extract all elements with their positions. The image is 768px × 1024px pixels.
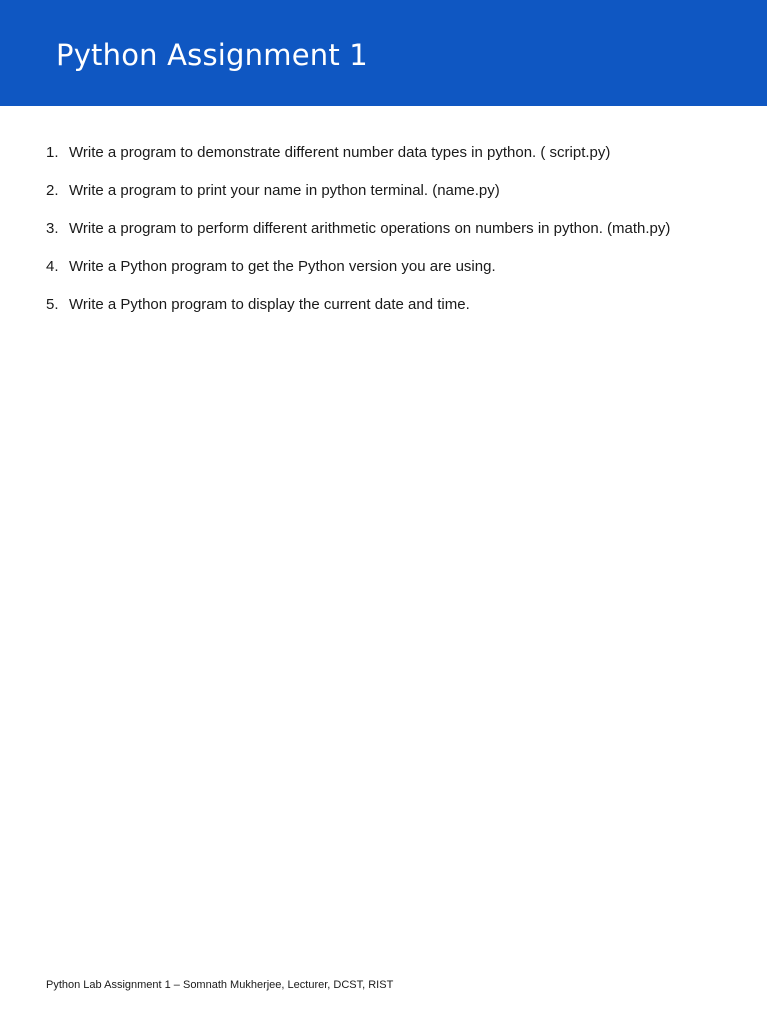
page-footer: Python Lab Assignment 1 – Somnath Mukherjee, Lecturer, DCST, RIST [46, 979, 394, 991]
task-number: 3. [46, 220, 59, 237]
task-text: Write a program to demonstrate different number data types in python. ( script.py) [69, 144, 611, 161]
task-number: 1. [46, 144, 59, 161]
task-number: 5. [46, 296, 59, 313]
task-text: Write a Python program to display the current date and time. [69, 296, 470, 313]
document-title: Python Assignment 1 [56, 38, 368, 72]
task-text: Write a program to perform different arithmetic operations on numbers in python. (math.py) [69, 220, 671, 237]
title-banner [0, 0, 767, 106]
task-number: 2. [46, 182, 59, 199]
task-text: Write a program to print your name in python terminal. (name.py) [69, 182, 500, 199]
task-text: Write a Python program to get the Python version you are using. [69, 258, 496, 275]
task-number: 4. [46, 258, 59, 275]
